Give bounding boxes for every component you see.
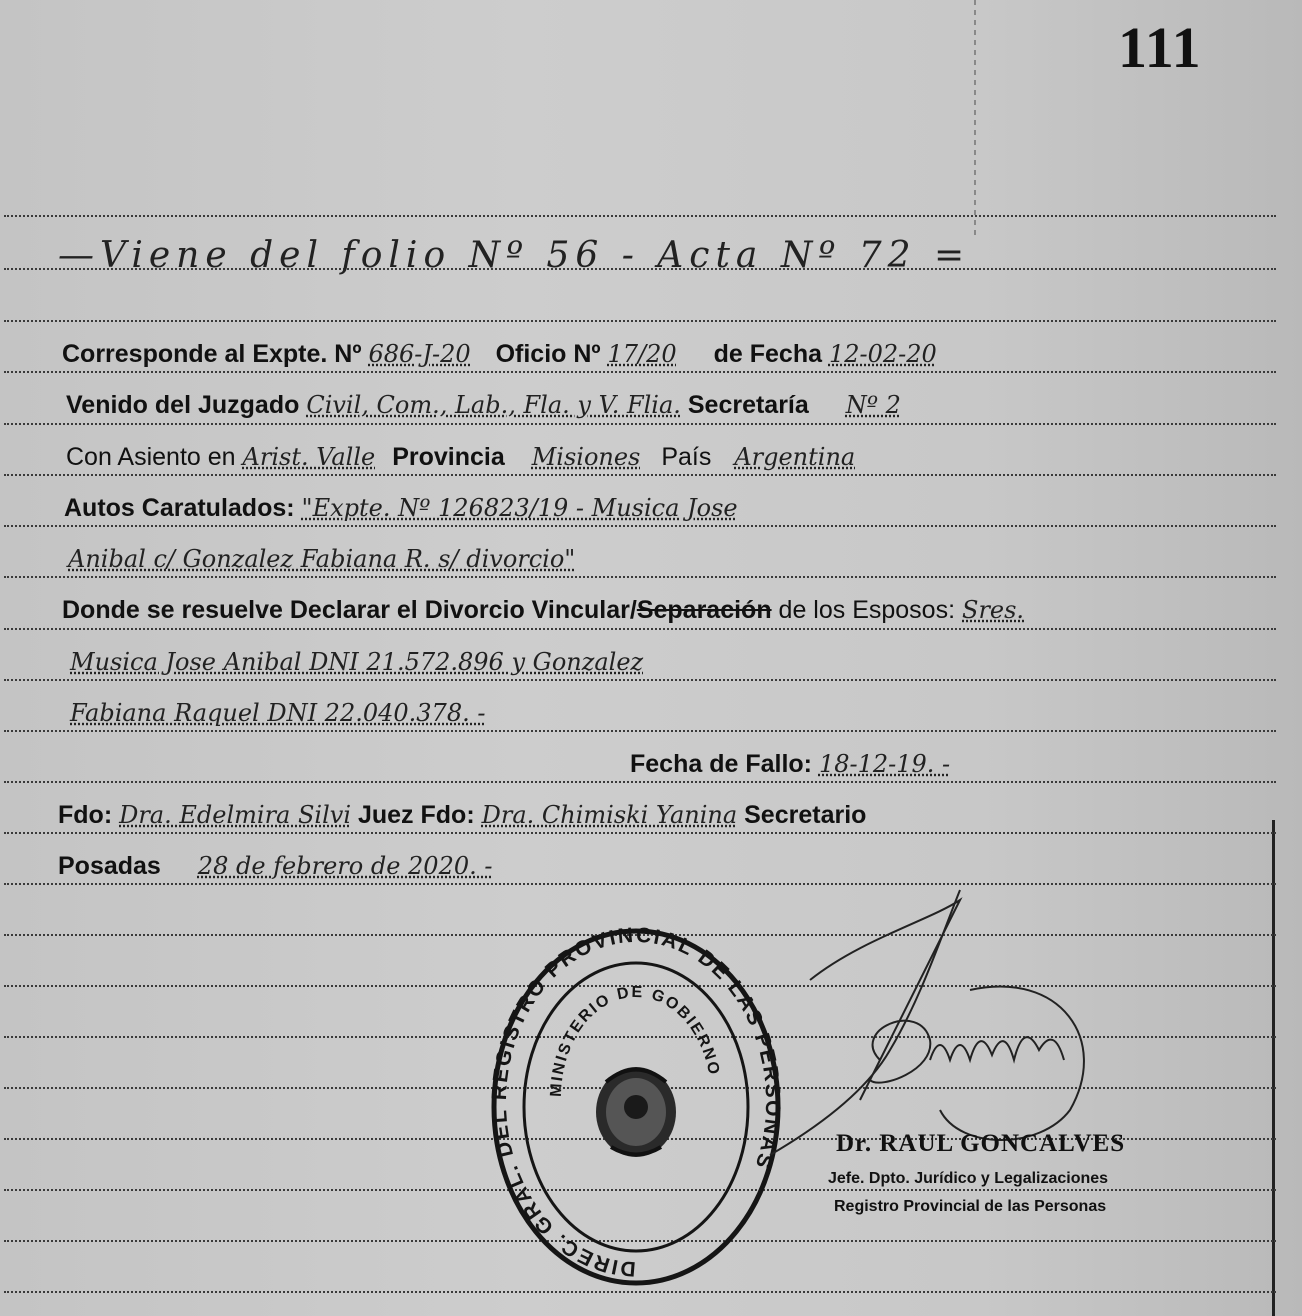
asiento-value: Arist. Valle xyxy=(242,443,376,471)
esposa-row xyxy=(70,699,485,728)
secretario-value: Dra. Chimiski Yanina xyxy=(481,801,738,829)
ruled-line xyxy=(4,423,1276,425)
expediente-value: 686-J-20 xyxy=(368,340,471,368)
folio-number: 111 xyxy=(1118,15,1202,80)
handwritten-signature-icon xyxy=(760,880,1120,1160)
resolucion-row xyxy=(62,596,1024,625)
autos-label: Autos Caratulados: xyxy=(64,494,295,522)
stamp-seal-icon xyxy=(486,922,786,1292)
firmas-row xyxy=(58,801,866,830)
expediente-row xyxy=(62,340,937,369)
signer-role: Jefe. Dpto. Jurídico y Legalizaciones xyxy=(828,1170,1109,1187)
fallo-value: 18-12-19. - xyxy=(818,750,951,778)
asiento-label: Con Asiento en xyxy=(66,443,236,471)
juzgado-label: Venido del Juzgado xyxy=(66,391,300,419)
signer-name: Dr. RAUL GONCALVES xyxy=(836,1130,1126,1157)
resolucion-struck-text: Separación xyxy=(636,596,772,624)
ruled-line xyxy=(4,832,1276,834)
signer-office: Registro Provincial de las Personas xyxy=(834,1198,1107,1215)
fdo-label: Fdo: xyxy=(58,801,113,829)
oficio-label: Oficio Nº xyxy=(495,340,601,368)
secretaria-value: Nº 2 xyxy=(845,391,901,419)
oficio-value: 17/20 xyxy=(607,340,677,368)
fecha-label: de Fecha xyxy=(713,340,822,368)
ruled-line xyxy=(4,730,1276,732)
ruled-line xyxy=(4,320,1276,322)
autos-value-line1: "Expte. Nº 126823/19 - Musica Jose xyxy=(301,494,738,522)
ruled-line xyxy=(4,679,1276,681)
official-stamp xyxy=(486,922,786,1297)
secretaria-label: Secretaría xyxy=(687,391,809,419)
provincia-value: Misiones xyxy=(531,443,641,471)
asiento-row xyxy=(66,443,855,472)
fecha-value: 12-02-20 xyxy=(828,340,937,368)
fdo2-label: Fdo: xyxy=(420,801,475,829)
lugar-fecha-row xyxy=(58,852,492,881)
ruled-line xyxy=(4,525,1276,527)
stamp-outer-text: DIREC. GRAL. DEL REGISTRO PROVINCIAL DE LAS PERSONAS xyxy=(487,923,785,1281)
esposo-value: Musica Jose Anibal DNI 21.572.896 y Gonzalez xyxy=(70,648,644,676)
stamp-inner-text: MINISTERIO DE GOBIERNO xyxy=(547,983,723,1098)
esposa-value: Fabiana Raquel DNI 22.040.378. - xyxy=(70,699,486,727)
folio-reference-note xyxy=(58,232,970,277)
juzgado-value: Civil, Com., Lab., Fla. y V. Flia. xyxy=(306,391,681,419)
ruled-line xyxy=(4,628,1276,630)
ruled-line xyxy=(4,474,1276,476)
juzgado-row xyxy=(66,391,901,420)
resolucion-text: Donde se resuelve Declarar el Divorcio Vincular/ xyxy=(62,596,637,624)
lugar-label: Posadas xyxy=(58,852,161,880)
juez-value: Dra. Edelmira Silvi xyxy=(119,801,352,829)
pais-label: País xyxy=(661,443,712,471)
folio-reference-text: —Viene del folio Nº 56 - Acta Nº 72 = xyxy=(58,235,971,276)
esposo-row xyxy=(70,648,643,677)
resolucion-suffix: de los Esposos: xyxy=(778,596,956,624)
autos-row xyxy=(64,494,738,523)
ruled-line xyxy=(4,215,1276,217)
fallo-label: Fecha de Fallo: xyxy=(630,750,812,778)
ruled-line xyxy=(4,371,1276,373)
signature xyxy=(760,880,1120,1165)
coat-of-arms-icon xyxy=(596,1067,676,1157)
fold-mark xyxy=(974,0,976,240)
ruled-line xyxy=(4,781,1276,783)
resolucion-prefix-value: Sres. xyxy=(962,596,1025,624)
autos-row-continued xyxy=(68,545,575,574)
secretario-label: Secretario xyxy=(744,801,867,829)
expediente-label: Corresponde al Expte. Nº xyxy=(62,340,362,368)
fallo-row xyxy=(630,750,950,779)
lugar-fecha-value: 28 de febrero de 2020. - xyxy=(197,852,493,880)
provincia-label: Provincia xyxy=(392,443,505,471)
juez-label: Juez xyxy=(357,801,414,829)
autos-value-line2: Anibal c/ Gonzalez Fabiana R. s/ divorcio" xyxy=(68,545,576,573)
pais-value: Argentina xyxy=(734,443,856,471)
ruled-line xyxy=(4,576,1276,578)
